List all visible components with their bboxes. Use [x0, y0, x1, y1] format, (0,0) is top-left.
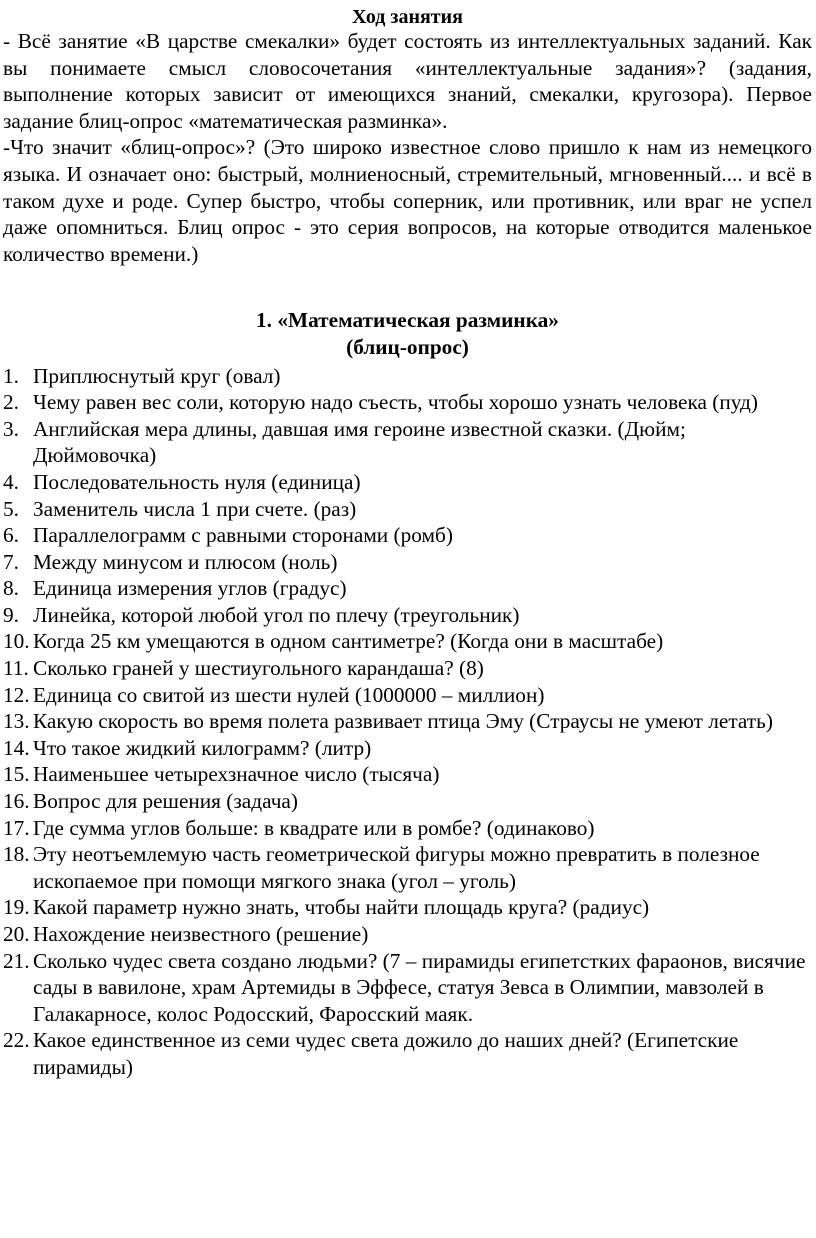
item-number: 1. — [3, 363, 19, 388]
list-item — [3, 682, 812, 709]
item-text: Параллелограмм с равными сторонами (ромб) — [33, 523, 453, 548]
item-number: 20. — [3, 922, 30, 946]
list-item — [3, 708, 812, 735]
item-text: Линейка, которой любой угол по плечу (треугольник) — [33, 602, 520, 627]
list-item — [3, 496, 812, 523]
item-text: Английская мера длины, давшая имя героине известной сказки. (Дюйм; Дюймовочка) — [33, 416, 686, 468]
list-item — [3, 815, 812, 842]
item-number: 8. — [3, 576, 19, 601]
list-item — [3, 575, 812, 602]
page-title: Ход занятия — [352, 6, 463, 28]
item-text: Приплюснутый круг (овал) — [33, 363, 281, 388]
item-number: 4. — [3, 469, 19, 494]
list-item — [3, 469, 812, 496]
item-text: Какое единственное из семи чудес света дожило до наших дней? (Египетские пирамиды) — [33, 1028, 739, 1079]
item-text: Сколько граней у шестиугольного карандаша? (8) — [33, 656, 484, 681]
section-title: 1. «Математическая разминка» — [256, 308, 559, 333]
item-text: Что такое жидкий килограмм? (литр) — [33, 735, 372, 760]
list-item — [3, 389, 812, 416]
list-item — [3, 948, 812, 1028]
spacer — [3, 267, 812, 307]
item-text: Последовательность нуля (единица) — [33, 469, 361, 494]
item-number: 2. — [3, 390, 19, 415]
item-text: Вопрос для решения (задача) — [33, 789, 298, 814]
item-text: Заменитель числа 1 при счете. (раз) — [33, 496, 357, 521]
list-item — [3, 549, 812, 576]
list-item — [3, 363, 812, 390]
item-text: Сколько чудес света создано людьми? (7 – пирамиды египетстких фараонов, висячие сады в вавилоне, храм Артемиды в Эффесе, статуя Зевса в Олимпии, мавзолей в Галакарносе, колос Родосский, Фаросский маяк. — [33, 948, 806, 1026]
item-number: 3. — [3, 416, 19, 441]
list-item — [3, 788, 812, 815]
item-number: 21. — [3, 948, 30, 973]
list-item — [3, 602, 812, 629]
item-text: Наименьшее четырехзначное число (тысяча) — [33, 762, 440, 787]
list-item — [3, 1027, 812, 1080]
list-item — [3, 841, 812, 894]
intro-paragraph-1: - Всё занятие «В царстве смекалки» будет состоять из интеллектуальных заданий. Как вы понимаете смысл словосочетания «интеллектуальные задания»? (задания, выполнение которых зависит от имеющихся знаний, смекалки, кругозора). Первое задание блиц-опрос «математическая разминка». — [3, 29, 812, 133]
item-text: Чему равен вес соли, которую надо съесть, чтобы хорошо узнать человека (пуд) — [33, 390, 758, 415]
item-number: 10. — [3, 629, 30, 654]
item-number: 15. — [3, 762, 30, 787]
item-text: Эту неотъемлемую часть геометрической фигуры можно превратить в полезное ископаемое при помощи мягкого знака (угол – уголь) — [33, 842, 760, 893]
item-number: 14. — [3, 735, 30, 760]
item-text: Какой параметр нужно знать, чтобы найти площадь круга? (радиус) — [33, 895, 650, 920]
list-item — [3, 761, 812, 788]
item-number: 11. — [3, 656, 29, 681]
section-subtitle: (блиц-опрос) — [346, 334, 469, 359]
list-item — [3, 416, 812, 469]
item-number: 16. — [3, 789, 30, 814]
question-list — [3, 363, 812, 1081]
item-number: 9. — [3, 602, 19, 627]
item-text: Какую скорость во время полета развивает птица Эму (Страусы не умеют летать) — [33, 709, 773, 734]
list-item — [3, 921, 812, 948]
item-text: Единица со свитой из шести нулей (1000000 – миллион) — [33, 682, 545, 707]
item-number: 5. — [3, 496, 19, 521]
item-number: 7. — [3, 549, 19, 574]
list-item — [3, 628, 812, 655]
item-number: 6. — [3, 523, 19, 548]
list-item — [3, 894, 812, 921]
item-text: Где сумма углов больше: в квадрате или в ромбе? (одинаково) — [33, 815, 595, 840]
item-text: Единица измерения углов (градус) — [33, 576, 347, 601]
item-number: 18. — [3, 842, 30, 867]
item-number: 13. — [3, 709, 30, 734]
item-number: 22. — [3, 1028, 30, 1053]
list-item — [3, 735, 812, 762]
list-item — [3, 522, 812, 549]
item-number: 17. — [3, 815, 30, 840]
intro-paragraph-2: -Что значит «блиц-опрос»? (Это широко известное слово пришло к нам из немецкого языка. И означает оно: быстрый, молниеносный, стремительный, мгновенный.... и всё в таком духе и роде. Супер быстро, чтобы соперник, или противник, или враг не успел даже опомниться. Блиц опрос - это серия вопросов, на которые отводится маленькое количество времени.) — [3, 135, 812, 266]
item-text: Нахождение неизвестного (решение) — [33, 922, 369, 946]
item-text: Между минусом и плюсом (ноль) — [33, 549, 338, 574]
item-text: Когда 25 км умещаются в одном сантиметре? (Когда они в масштабе) — [33, 629, 664, 654]
list-item — [3, 655, 812, 682]
item-number: 12. — [3, 682, 30, 707]
item-number: 19. — [3, 895, 30, 920]
